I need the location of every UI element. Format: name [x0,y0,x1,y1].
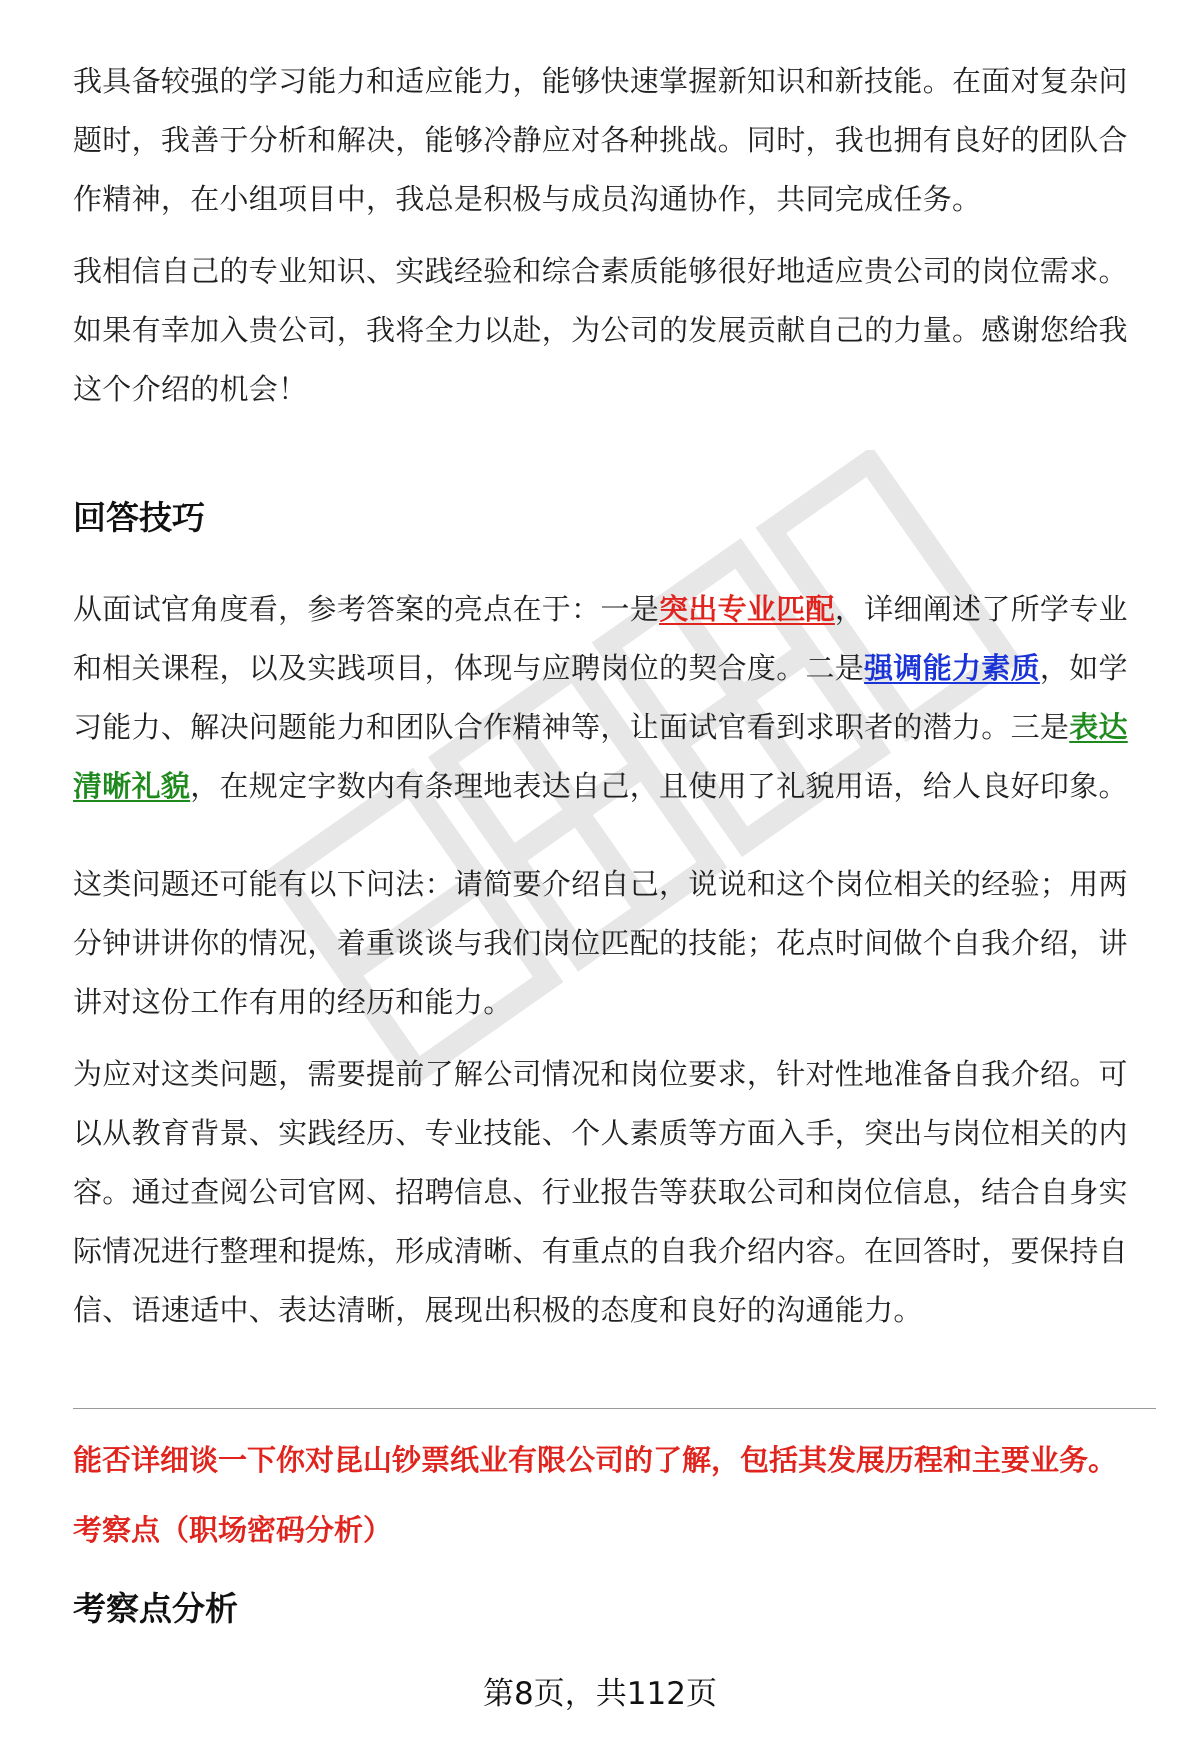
next-question: 能否详细谈一下你对昆山钞票纸业有限公司的了解，包括其发展历程和主要业务。 [73,1443,1118,1477]
highlight-ability-quality: 强调能力素质 [864,651,1040,685]
paragraph-tips-highlights [73,580,1145,816]
section-heading-tips: 回答技巧 [73,498,205,537]
paragraph-preparation-advice: 为应对这类问题，需要提前了解公司情况和岗位要求，针对性地准备自我介绍。可以从教育背景、实践经历、专业技能、个人素质等方面入手，突出与岗位相关的内容。通过查阅公司官网、招聘信息、行业报告等获取公司和岗位信息，结合自身实际情况进行整理和提炼，形成清晰、有重点的自我介绍内容。在回答时，要保持自信、语速适中、表达清晰，展现出积极的态度和良好的沟通能力。 [73,1057,1128,1327]
question-subtitle: 考察点（职场密码分析） [73,1513,393,1547]
tips-text-c: ，如学习能力、解决问题能力和团队合作精神等，让面试官看到求职者的潜力。三是 [73,651,1128,744]
tips-text-b: ，详细阐述了所学专业和相关课程，以及实践项目，体现与应聘岗位的契合度。二是 [73,592,1128,685]
tips-text-a: 从面试官角度看，参考答案的亮点在于：一是 [73,592,660,626]
page-number: 第8页，共112页 [483,1676,717,1712]
highlight-clear-polite: 表达清晰礼貌 [73,710,1128,803]
paragraph-alternative-questions: 这类问题还可能有以下问法：请简要介绍自己，说说和这个岗位相关的经验；用两分钟讲讲你的情况，着重谈谈与我们岗位匹配的技能；花点时间做个自我介绍，讲讲对这份工作有用的经历和能力。 [73,867,1128,1019]
section-heading-analysis: 考察点分析 [73,1589,238,1628]
highlight-professional-match: 突出专业匹配 [659,592,835,626]
tips-text-d: ，在规定字数内有条理地表达自己，且使用了礼貌用语，给人良好印象。 [190,769,1128,803]
section-divider [73,1408,1156,1409]
paragraph-abilities: 我具备较强的学习能力和适应能力，能够快速掌握新知识和新技能。在面对复杂问题时，我善于分析和解决，能够冷静应对各种挑战。同时，我也拥有良好的团队合作精神，在小组项目中，我总是积极与成员沟通协作，共同完成任务。 [73,64,1128,216]
paragraph-closing: 我相信自己的专业知识、实践经验和综合素质能够很好地适应贵公司的岗位需求。如果有幸加入贵公司，我将全力以赴，为公司的发展贡献自己的力量。感谢您给我这个介绍的机会！ [73,254,1128,406]
